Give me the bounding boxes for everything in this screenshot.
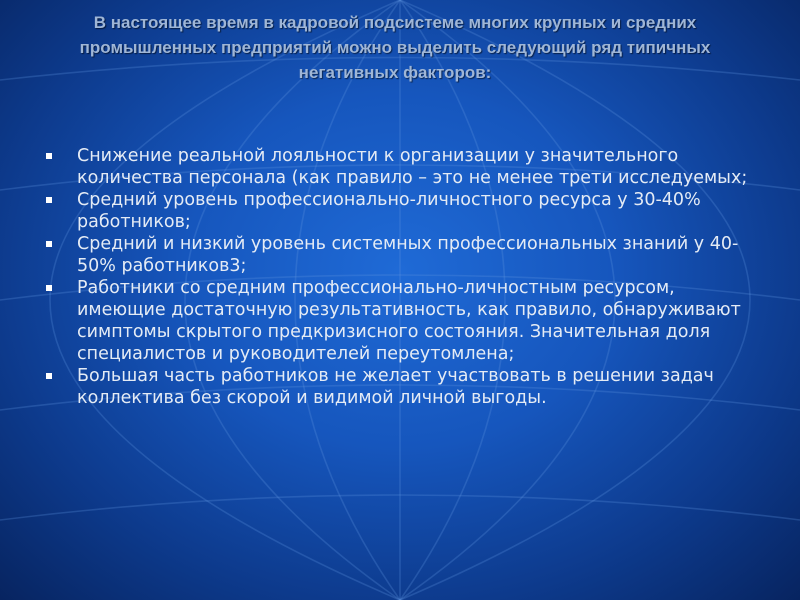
list-item	[40, 145, 760, 189]
list-item-text: Работники со средним профессионально-личностным ресурсом, имеющие достаточную результативность, как правило, обнаруживают симптомы скрытого предкризисного состояния. Значительная доля специалистов и руководителей переутомлена;	[77, 278, 741, 364]
square-bullet-icon	[46, 197, 52, 203]
slide-title: В настоящее время в кадровой подсистеме многих крупных и средних промышленных предприятий можно выделить следующий ряд типичных негативных факторов:	[79, 13, 711, 82]
square-bullet-icon	[46, 153, 52, 159]
square-bullet-icon	[46, 373, 52, 379]
square-bullet-icon	[46, 241, 52, 247]
list-item-text: Средний и низкий уровень системных профессиональных знаний у 40-50% работников3;	[77, 234, 739, 276]
list-item-text: Средний уровень профессионально-личностного ресурса у 30-40% работников;	[77, 190, 701, 232]
square-bullet-icon	[46, 285, 52, 291]
list-item	[40, 233, 760, 277]
list-item-text: Большая часть работников не желает участвовать в решении задач коллектива без скорой и видимой личной выгоды.	[77, 366, 714, 408]
bullet-list	[40, 145, 760, 409]
list-item	[40, 189, 760, 233]
list-item	[40, 277, 760, 365]
list-item	[40, 365, 760, 409]
list-item-text: Снижение реальной лояльности к организации у значительного количества персонала (как правило – это не менее трети исследуемых;	[77, 146, 748, 188]
